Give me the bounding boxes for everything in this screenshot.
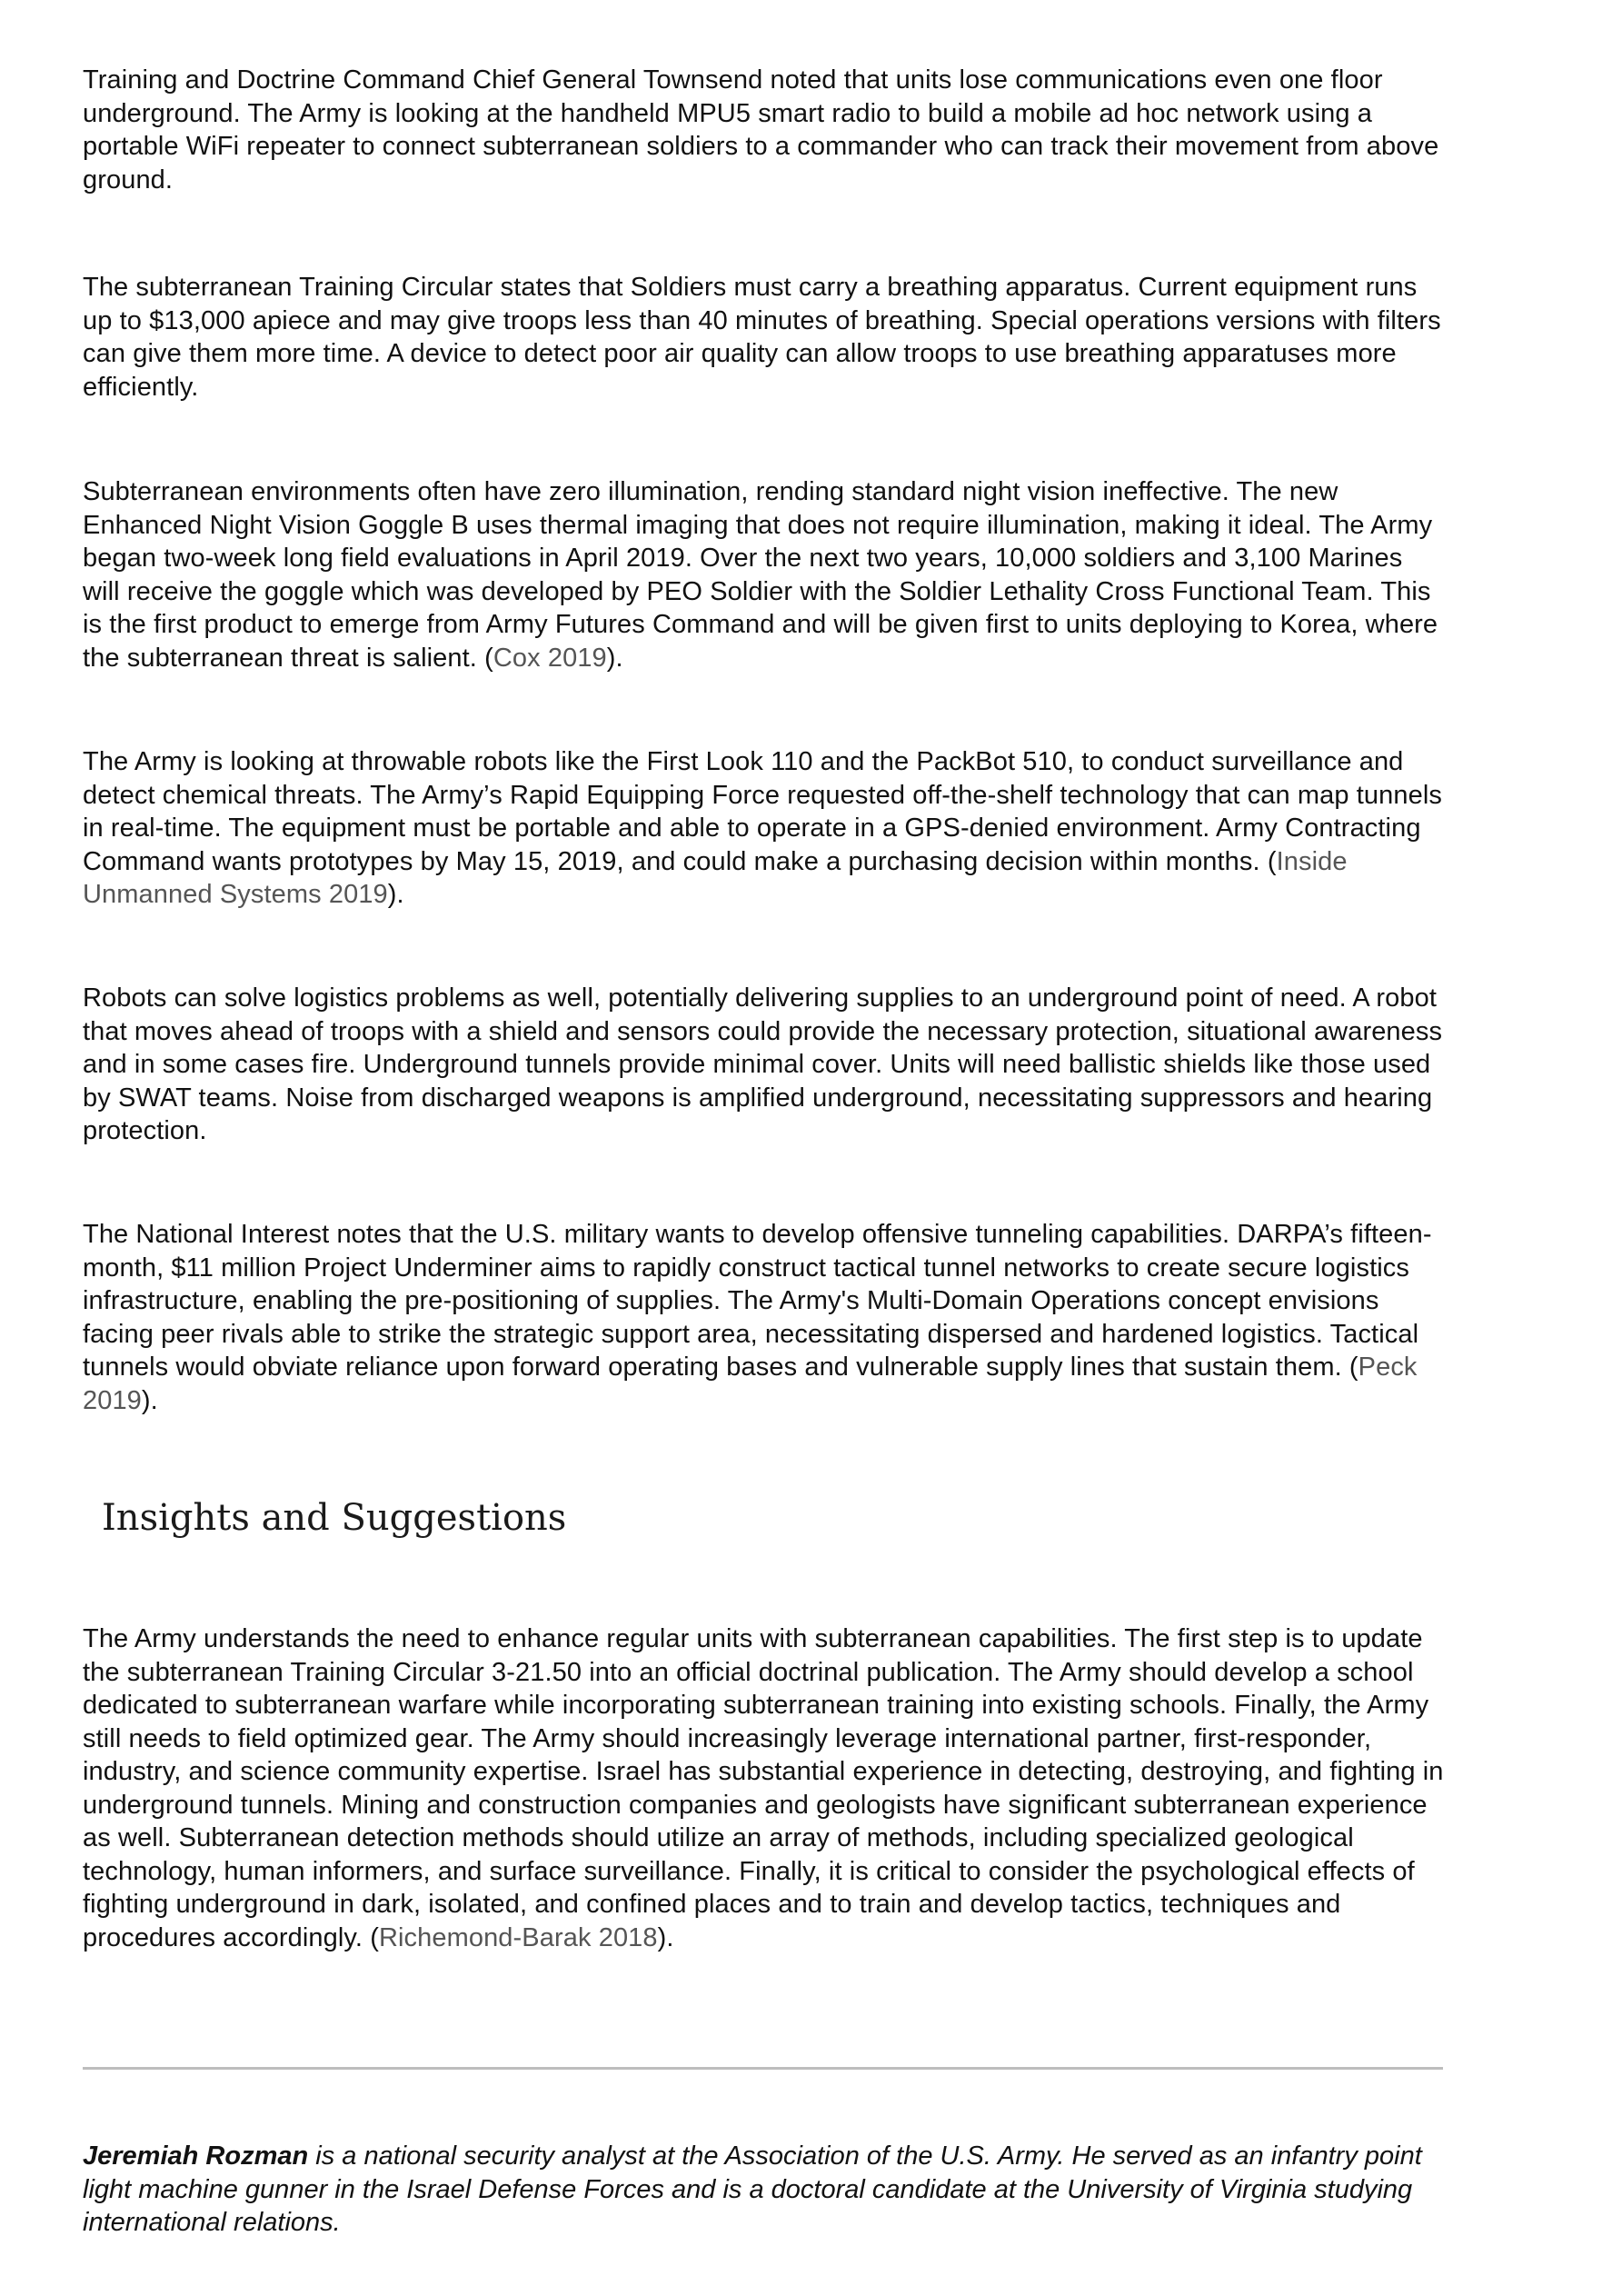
paragraph-text: The subterranean Training Circular states that Soldiers must carry a breathing apparatus. Current equipment runs up to $13,000 apiece and may give troops less than 40 minutes of breathing. Special operations versions with filters can give them more time. A device to detect poor air quality can allow troops to use breathing apparatuses more efficiently. — [83, 273, 1441, 402]
paragraph-text: The Army is looking at throwable robots like the First Look 110 and the PackBot 510, to conduct surveillance and detect chemical threats. The Army’s Rapid Equipping Force requested off-the-shelf technology that can map tunnels in real-time. The equipment must be portable and able to operate in a GPS-denied environment. Army Contracting Command wants prototypes by May 15, 2019, and could make a purchasing decision within months. ( — [83, 747, 1442, 876]
paragraph-logistics — [83, 982, 1446, 1148]
citation-link-richemond-barak[interactable]: Richemond-Barak 2018 — [378, 1922, 658, 1952]
citation-close: ). — [606, 643, 623, 673]
citation-close: ). — [657, 1922, 674, 1952]
paragraph-text: Subterranean environments often have zero illumination, rending standard night vision ineffective. The new Enhanced Night Vision Goggle B uses thermal imaging that does not require illumination, making it ideal. The Army began two-week long field evaluations in April 2019. Over the next two years, 10,000 soldiers and 3,100 Marines will receive the goggle which was developed by PEO Soldier with the Soldier Lethality Cross Functional Team. This is the first product to emerge from Army Futures Command and will be given first to units deploying to Korea, where the subterranean threat is salient. ( — [83, 477, 1438, 673]
paragraph-robots — [83, 745, 1446, 912]
citation-close: ). — [387, 880, 404, 909]
paragraph-text: Robots can solve logistics problems as well, potentially delivering supplies to an underground point of need. A robot that moves ahead of troops with a shield and sensors could provide the necessary protection, situational awareness and in some cases fire. Underground tunnels provide minimal cover. Units will need ballistic shields like those used by SWAT teams. Noise from discharged weapons is amplified underground, necessitating suppressors and hearing protection. — [83, 983, 1443, 1145]
section-divider — [83, 2067, 1443, 2070]
citation-link-inside-unmanned[interactable]: Inside Unmanned Systems 2019 — [83, 846, 1348, 909]
section-heading: Insights and Suggestions — [102, 1497, 567, 1539]
citation-link-cox[interactable]: Cox 2019 — [493, 643, 607, 673]
paragraph-breathing-apparatus — [83, 271, 1446, 404]
author-bio-text: is a national security analyst at the Association of the U.S. Army. He served as an infantry point light machine gunner in the Israel Defense Forces and is a doctoral candidate at the University of Virginia studying international relations. — [83, 2141, 1422, 2236]
citation-close: ). — [141, 1385, 158, 1415]
paragraph-tunneling — [83, 1218, 1446, 1417]
citation-link-peck[interactable]: Peck 2019 — [83, 1353, 1418, 1415]
paragraph-text: The National Interest notes that the U.S. military wants to develop offensive tunneling capabilities. DARPA’s fifteen-month, $11 million Project Underminer aims to rapidly construct tactical tunnel networks to create secure logistics infrastructure, enabling the pre-positioning of supplies. The Army's Multi-Domain Operations concept envisions facing peer rivals able to strike the strategic support area, necessitating dispersed and hardened logistics. Tactical tunnels would obviate reliance upon forward operating bases and vulnerable supply lines that sustain them. ( — [83, 1220, 1432, 1382]
paragraph-text: Training and Doctrine Command Chief General Townsend noted that units lose communications even one floor underground. The Army is looking at the handheld MPU5 smart radio to build a mobile ad hoc network using a portable WiFi repeater to connect subterranean soldiers to a commander who can track their movement from above ground. — [83, 65, 1439, 195]
paragraph-night-vision — [83, 475, 1446, 674]
author-name: Jeremiah Rozman — [83, 2141, 309, 2171]
paragraph-insights — [83, 1622, 1446, 1954]
paragraph-communications — [83, 64, 1446, 196]
paragraph-text: The Army understands the need to enhance regular units with subterranean capabilities. The first step is to update the subterranean Training Circular 3-21.50 into an official doctrinal publication. The Army should develop a school dedicated to subterranean warfare while incorporating subterranean training into existing schools. Finally, the Army still needs to field optimized gear. The Army should increasingly leverage international partner, first-responder, industry, and science community expertise. Israel has substantial experience in detecting, destroying, and fighting in underground tunnels. Mining and construction companies and geologists have significant subterranean experience as well. Subterranean detection methods should utilize an array of methods, including specialized geological technology, human informers, and surface surveillance. Finally, it is critical to consider the psychological effects of fighting underground in dark, isolated, and confined places and to train and develop tactics, techniques and procedures accordingly. ( — [83, 1624, 1444, 1952]
author-bio — [83, 2140, 1446, 2236]
